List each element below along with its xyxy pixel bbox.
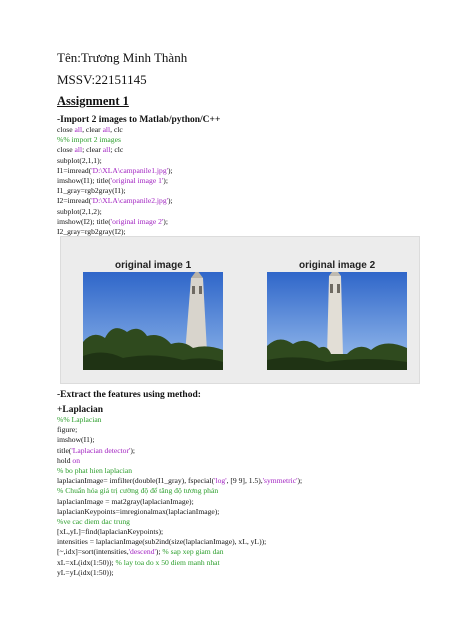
code-token: ); [168,165,173,175]
code-token: I2=imread( [57,196,92,206]
code-line [57,145,447,155]
figure-title-1: original image 1 [115,260,192,271]
assignment-title: Assignment 1 [57,94,129,108]
code-token: laplacianImage= imfilter(double(I1_gray), fspecial( [57,476,215,486]
code-token: laplacianKeypoints=imregionalmax(laplacianImage); [57,506,220,516]
code-token: all [74,145,83,155]
code-block-import [57,125,447,237]
code-token: title( [57,445,72,455]
code-token: 'log' [214,476,227,486]
code-token: ; clc [110,145,124,155]
code-token: 'D:\XLA\campanile1.jpg' [91,165,168,175]
code-line [57,135,447,145]
code-token: ); [168,196,173,206]
code-line [57,125,447,135]
student-id: MSSV:22151145 [57,72,147,87]
code-token: 'original image 2' [110,216,164,226]
code-token: % bo phat hien laplacian [57,465,133,475]
code-token: , clear [82,125,103,134]
code-token: 'Laplacian detector' [71,445,131,455]
code-token: , [9 9], 1.5), [226,476,263,486]
code-token: imshow(I1); [57,435,95,445]
code-token: ); [130,445,136,455]
code-token: %% Laplacian [57,415,102,424]
code-token: imshow(I2); title( [57,216,111,226]
code-token: on [72,455,80,465]
campanile-image-2 [267,272,407,370]
code-line [57,497,447,507]
code-token: [~,idx]=sort(intensities, [57,547,129,557]
code-line [57,507,447,517]
code-line [57,568,447,578]
code-line [57,527,447,537]
code-token: ); [163,216,168,226]
code-token: 'symmetric' [262,476,298,486]
code-line [57,166,447,176]
code-token: close [57,125,75,134]
section-extract-heading: -Extract the features using method: [57,390,201,400]
code-token: intensities = laplacianImage(sub2ind(size(laplacianImage), xL, yL)); [57,537,267,547]
campanile-image-1 [83,272,223,370]
code-token: ; clear [82,145,103,155]
code-token: ); [155,547,163,557]
code-line [57,176,447,186]
code-line [57,217,447,227]
code-line [57,425,447,435]
code-token: figure; [57,425,78,435]
code-token: %% import 2 images [57,135,121,145]
code-token: laplacianImage = mat2gray(laplacianImage); [57,496,194,506]
code-token: subplot(2,1,2); [57,206,102,216]
code-line [57,435,447,445]
code-token: % lay toa do x 50 diem manh nhat [115,557,220,567]
code-line [57,207,447,217]
code-token: %ve cac diem dac trung [57,516,130,526]
section-import-heading: -Import 2 images to Matlab/python/C++ [57,115,221,125]
section-laplacian-heading: +Laplacian [57,405,104,415]
code-line [57,558,447,568]
code-token: all [74,125,83,134]
code-token: , clc [110,125,123,134]
code-token: % sap xep giam dan [162,547,224,557]
code-line [57,456,447,466]
code-token: % Chuẩn hóa giá trị cường độ để tăng độ tương phản [57,486,219,496]
code-line [57,415,447,425]
code-token: 'D:\XLA\campanile2.jpg' [91,196,168,206]
code-token: 'descend' [128,547,156,557]
code-token: [xL,yL]=find(laplacianKeypoints); [57,527,164,537]
code-token: I1_gray=rgb2gray(I1); [57,186,126,196]
code-token: hold [57,455,73,465]
code-token: I1=imread( [57,165,92,175]
code-token: imshow(I1); title( [57,175,111,185]
code-line [57,186,447,196]
code-block-laplacian [57,415,447,578]
code-token: ); [297,476,303,486]
student-name: Tên:Trương Minh Thành [57,50,188,65]
code-line [57,517,447,527]
code-token: all [102,145,111,155]
code-line [57,466,447,476]
matlab-figure [60,236,420,384]
code-line [57,537,447,547]
code-line [57,547,447,557]
code-token: all [102,125,111,134]
figure-title-2: original image 2 [299,260,376,271]
code-token: I2_gray=rgb2gray(I2); [57,226,126,236]
code-token: yL=yL(idx(1:50)); [57,567,114,577]
code-line [57,486,447,496]
code-token: ); [163,175,168,185]
code-line [57,476,447,486]
code-token: subplot(2,1,1); [57,155,102,165]
code-token: xL=xL(idx(1:50)); [57,557,116,567]
code-token: 'original image 1' [110,175,164,185]
code-line [57,446,447,456]
code-line [57,156,447,166]
code-token: close [57,145,75,155]
code-line [57,196,447,206]
